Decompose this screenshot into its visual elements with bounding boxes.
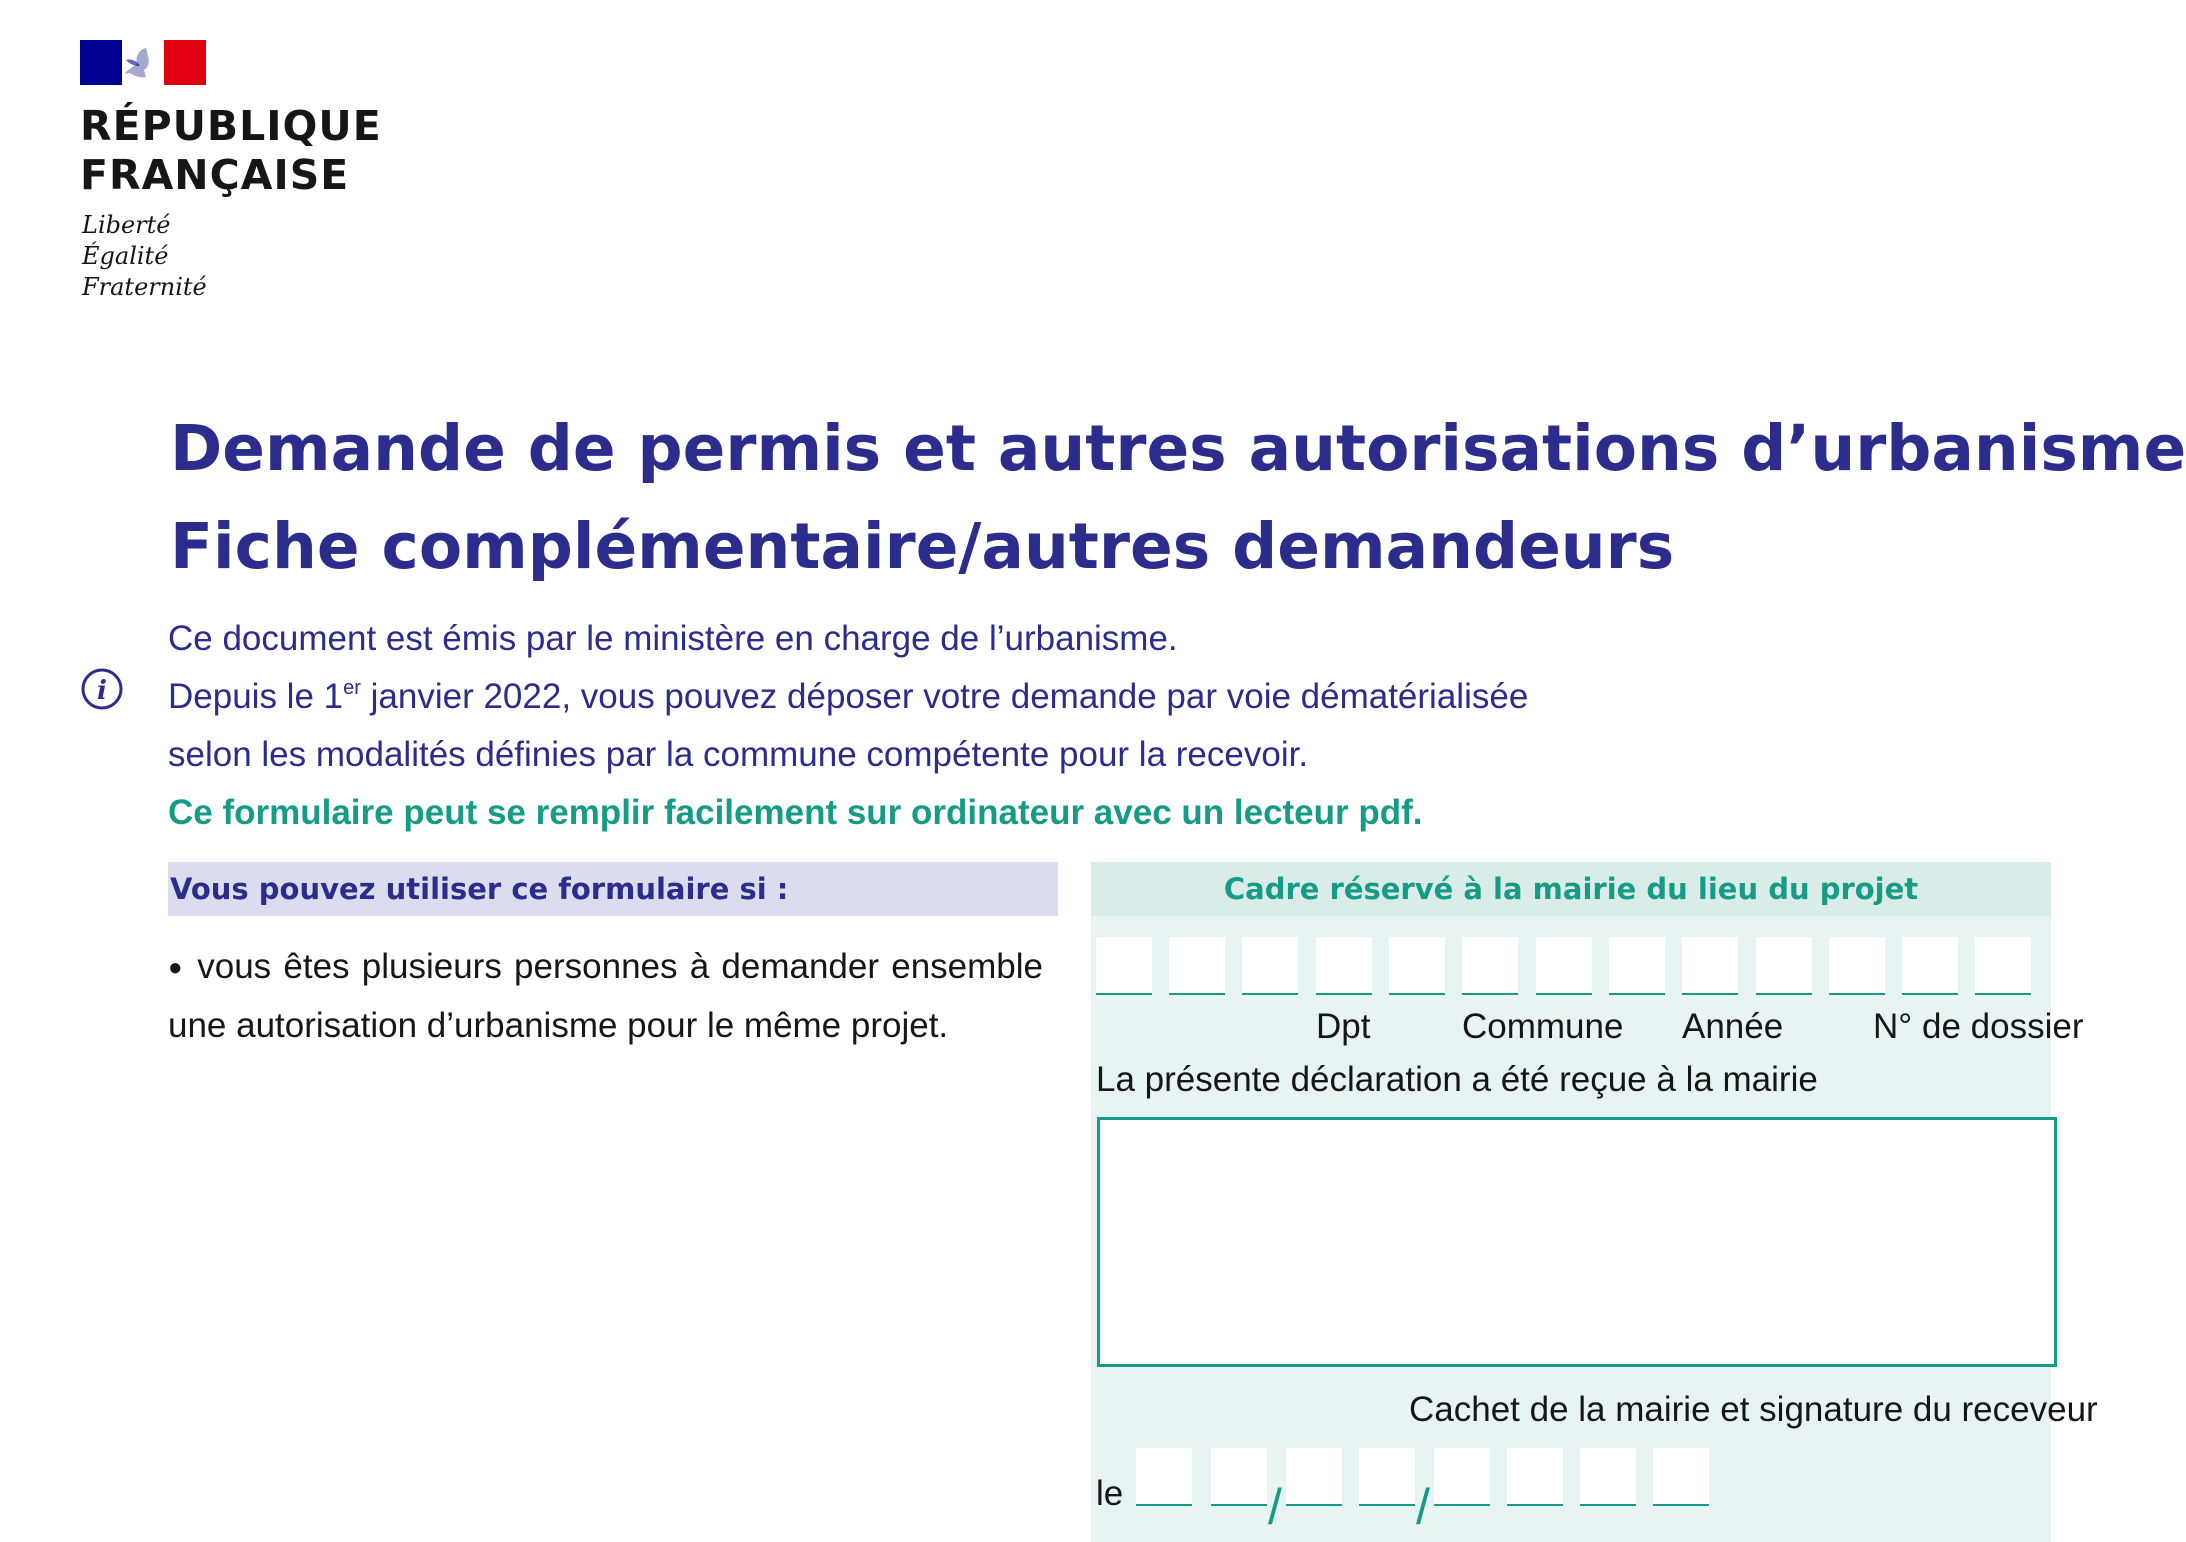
intro-text [168, 610, 1728, 842]
date-cell[interactable] [1136, 1448, 1192, 1506]
devise-egalite: Égalité [82, 242, 169, 270]
reception-statement: La présente déclaration a été reçue à la mairie [1096, 1060, 1818, 1099]
dossier-cell[interactable] [1902, 937, 1958, 995]
date-cell[interactable] [1653, 1448, 1709, 1506]
usage-condition: vous êtes plusieurs personnes à demander ensemble une autorisation d’urbanisme pour le même projet. [168, 947, 1043, 1045]
date-cell[interactable] [1434, 1448, 1490, 1506]
devise [82, 210, 282, 303]
usage-text [168, 938, 1043, 1055]
intro-line-2: Depuis le 1er janvier 2022, vous pouvez déposer votre demande par voie dématérialisée [168, 677, 1529, 716]
bullet-icon: ● [168, 954, 185, 981]
intro-pdf-note: Ce formulaire peut se remplir facilement sur ordinateur avec un lecteur pdf. [168, 793, 1423, 832]
date-cell[interactable] [1211, 1448, 1267, 1506]
label-annee: Année [1682, 1007, 1784, 1046]
dossier-cell[interactable] [1169, 937, 1225, 995]
title-line-2: Fiche complémentaire/autres demandeurs [170, 510, 1675, 583]
dossier-cell[interactable] [1316, 937, 1372, 995]
marianne-flag-icon [80, 40, 206, 85]
label-commune: Commune [1462, 1007, 1624, 1046]
dossier-cell[interactable] [1756, 937, 1812, 995]
dossier-cell[interactable] [1389, 937, 1445, 995]
intro-line-1: Ce document est émis par le ministère en charge de l’urbanisme. [168, 619, 1178, 658]
usage-header: Vous pouvez utiliser ce formulaire si : [168, 862, 1058, 916]
date-cell[interactable] [1359, 1448, 1415, 1506]
info-icon [80, 667, 124, 711]
intro-line-3: selon les modalités définies par la commune compétente pour la recevoir. [168, 735, 1309, 774]
date-cell[interactable] [1286, 1448, 1342, 1506]
label-numero-dossier: N° de dossier [1873, 1007, 2084, 1046]
dossier-cell[interactable] [1462, 937, 1518, 995]
svg-text:i: i [97, 676, 107, 706]
dossier-cell[interactable] [1096, 937, 1152, 995]
dossier-cell[interactable] [1609, 937, 1665, 995]
date-separator: / [1416, 1479, 1430, 1535]
label-dpt: Dpt [1316, 1007, 1371, 1046]
mairie-panel-header: Cadre réservé à la mairie du lieu du projet [1091, 862, 2051, 916]
dossier-cell[interactable] [1829, 937, 1885, 995]
dossier-cell[interactable] [1242, 937, 1298, 995]
mairie-stamp-box[interactable] [1097, 1117, 2057, 1367]
dossier-labels [1091, 1007, 2084, 1051]
devise-fraternite: Fraternité [82, 273, 207, 301]
title-line-1: Demande de permis et autres autorisations d’urbanisme [170, 412, 2186, 485]
republique-francaise-text: RÉPUBLIQUE FRANÇAISE [80, 102, 382, 199]
date-separator: / [1268, 1479, 1282, 1535]
date-cell[interactable] [1580, 1448, 1636, 1506]
cachet-signature-label: Cachet de la mairie et signature du receveur [1409, 1390, 2098, 1429]
dossier-cell[interactable] [1536, 937, 1592, 995]
dossier-cell[interactable] [1975, 937, 2031, 995]
devise-liberte: Liberté [82, 211, 171, 239]
date-cell[interactable] [1507, 1448, 1563, 1506]
page-title [170, 400, 2186, 596]
date-le-label: le [1096, 1474, 1124, 1513]
dossier-cell[interactable] [1682, 937, 1738, 995]
mairie-reserved-panel [1091, 862, 2098, 1542]
